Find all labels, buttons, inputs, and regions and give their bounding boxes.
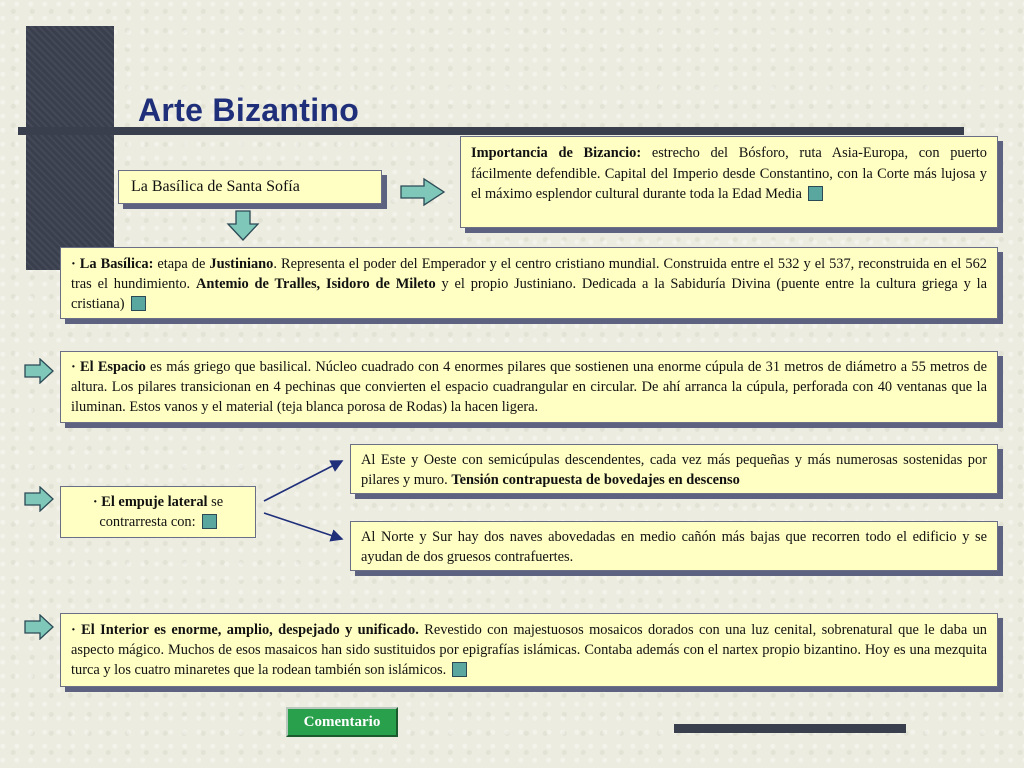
basilica-bold-1: Justiniano — [209, 256, 274, 272]
este-oeste-box — [350, 444, 998, 494]
basilica-bold-2: Antemio de Tralles, Isidoro de Mileto — [195, 276, 436, 292]
importancia-text: estrecho del Bósforo, ruta Asia-Europa, con puerto fácilmente defendible. Capital del Imperio desde Constantino, con la Corte más lujosa y el máximo esplendor cultural durante toda la Edad Media — [471, 145, 987, 202]
info-link-icon[interactable] — [452, 662, 467, 677]
empuje-box — [60, 486, 256, 538]
basilica-box — [60, 247, 998, 319]
importancia-heading: Importancia de Bizancio: — [471, 145, 642, 161]
comentario-button[interactable]: Comentario — [286, 707, 398, 737]
este-oeste-text: Al Este y Oeste con semicúpulas descendentes, cada vez más pequeñas y más numerosas sostenidas por pilares y muro. — [361, 452, 987, 488]
interior-lead: · El Interior es enorme, amplio, despejado y unificado. — [71, 622, 419, 638]
arrow-right-icon[interactable] — [24, 486, 54, 512]
norte-sur-text: Al Norte y Sur hay dos naves abovedadas en medio cañón más bajas que recorren todo el edificio y se ayudan de dos gruesos contrafuertes. — [361, 529, 987, 565]
importancia-box — [460, 136, 998, 228]
santa-sofia-label: La Basílica de Santa Sofía — [131, 178, 300, 195]
basilica-text-3: y el propio Justiniano. Dedicada a la Sabiduría Divina (puente entre la cultura griega y la cristiana) — [71, 276, 987, 312]
norte-sur-box — [350, 521, 998, 571]
espacio-text: es más griego que basilical. Núcleo cuadrado con 4 enormes pilares que sostienen una enorme cúpula de 31 metros de diámetro a 55 metros de altura. Los pilares transicionan en 4 pechinas que convierten el espacio cuadrangular en circular. De ahí arranca la cúpula, perforada con 40 ventanas que la iluminan. Estos vanos y el material (teja blanca porosa de Rodas) la hacen ligera. — [71, 359, 988, 415]
basilica-lead: · La Basílica: — [71, 256, 154, 272]
basilica-text-2: . Representa el poder del Emperador y el centro cristiano mundial. Construida entre el 532 y el 537, reconstruida en el 562 tras el hundimiento. — [71, 256, 987, 292]
decorative-bottom-bar — [674, 724, 906, 733]
page-title: Arte Bizantino — [138, 92, 360, 128]
santa-sofia-box — [118, 170, 382, 204]
empuje-text: se contrarresta con: — [99, 494, 224, 530]
empuje-lead: · El empuje lateral — [92, 494, 208, 510]
info-link-icon[interactable] — [808, 186, 823, 201]
basilica-text-1: etapa de — [153, 256, 210, 272]
connector-lines — [262, 455, 352, 545]
info-link-icon[interactable] — [131, 296, 146, 311]
info-link-icon[interactable] — [202, 514, 217, 529]
arrow-down-icon[interactable] — [226, 210, 260, 242]
arrow-right-icon[interactable] — [24, 358, 54, 384]
interior-text: Revestido con majestuosos mosaicos dorados con una luz cenital, sobrenatural que le daba un aspecto mágico. Muchos de esos masaicos han sido sustituidos por epigrafías islámicas. Contaba además con el nartex propio bizantino. Hoy es una mezquita turca y los cuatro minaretes que la rodean también son islámicos. — [71, 622, 987, 678]
espacio-box — [60, 351, 998, 423]
interior-box — [60, 613, 998, 687]
arrow-right-icon[interactable] — [24, 614, 54, 640]
decorative-dark-bar — [26, 26, 114, 270]
este-oeste-bold: Tensión contrapuesta de bovedajes en descenso — [451, 472, 740, 488]
espacio-lead: · El Espacio — [71, 359, 146, 375]
arrow-right-icon[interactable] — [400, 177, 446, 207]
